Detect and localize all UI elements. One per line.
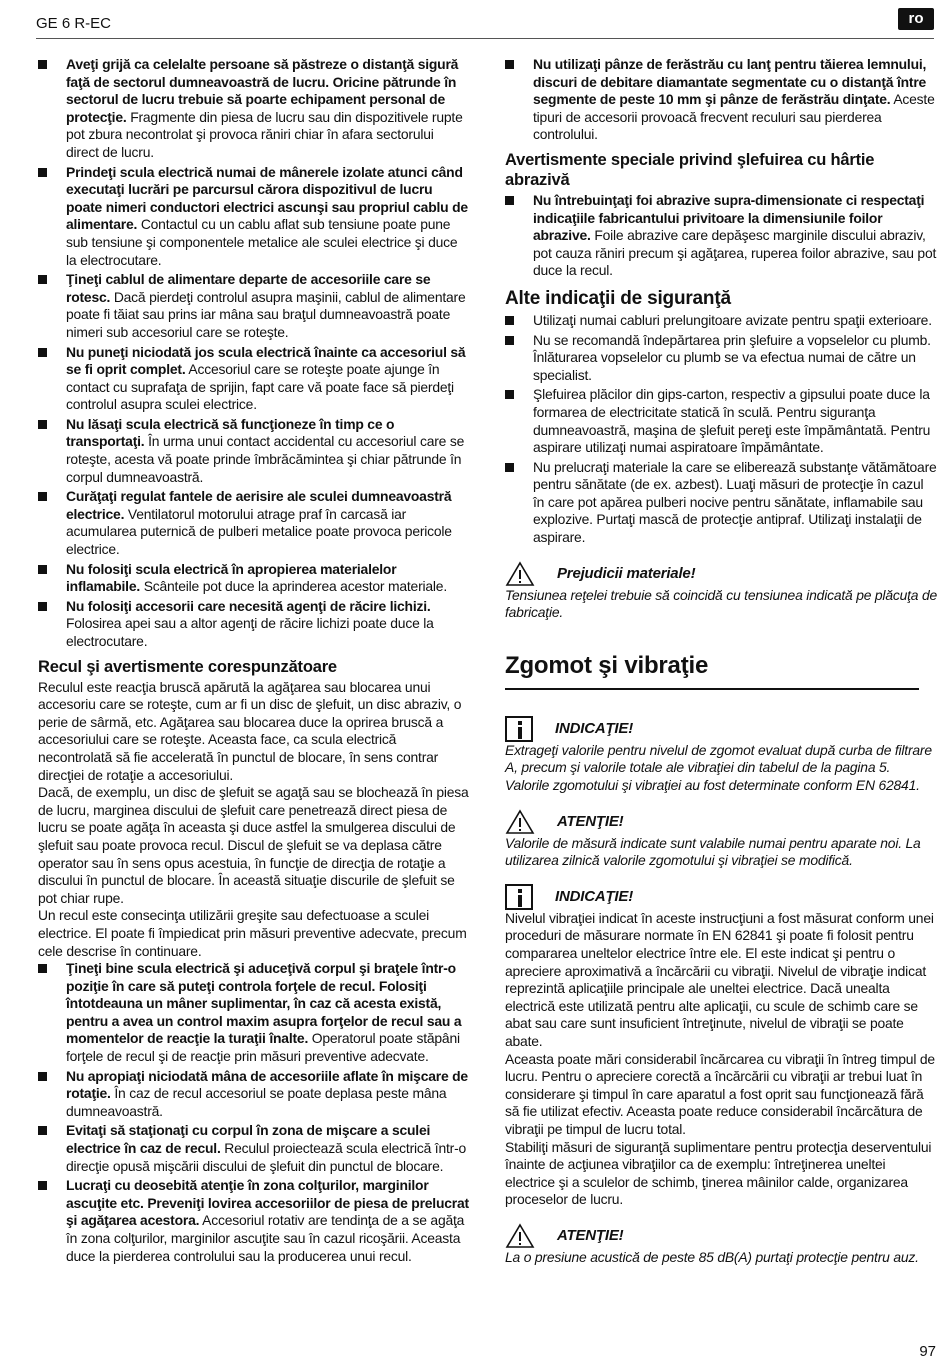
list-item: Nu folosiţi scula electrică în apropierea materialelor inflamabile. Scânteile pot duce la aprinderea acestor materiale. bbox=[38, 561, 470, 596]
language-badge: ro bbox=[898, 8, 934, 30]
info-icon bbox=[505, 716, 533, 742]
bullet-icon bbox=[38, 565, 47, 574]
paragraph: Dacă, de exemplu, un disc de şlefuit se agaţă sau se blochează în piesa de lucru, marginea discului de şlefuit care penetrează direct piesa de lucru se poate agăţa în aceasta şi duce astfel la smulgerea discului de şlefuit sau poate provoca recul. Discul de şlefuit se va deplasa către operator sau în sens opus acestuia, în funcţie de direcţia de rotaţie a discului în punctul de blocare. În această situaţie discurile de şlefuit se pot chiar rupe. bbox=[38, 784, 469, 906]
warning-triangle-icon bbox=[505, 1223, 535, 1249]
bullet-icon bbox=[505, 336, 514, 345]
safety-bullets-1 bbox=[38, 56, 470, 651]
caution-text: Valorile de măsură indicate sunt valabile numai pentru aparate noi. La utilizarea zilnică valorile zgomotului şi vibraţiei se modifică. bbox=[505, 834, 921, 869]
damage-notice-label: Prejudicii materiale! bbox=[557, 564, 696, 582]
paragraph: Aceasta poate mări considerabil încărcarea cu vibraţii în întreg timpul de lucru. Pentru o apreciere corectă a încărcării cu vibraţii ar trebui luat în considerare şi timpul în care aparatul a fost oprit sau funcţionează fără să fie utilizat efectiv. Aceasta poate reduce considerabil încărcătura de vibraţii pe timpul de lucru total. bbox=[505, 1050, 935, 1137]
right-column bbox=[505, 56, 937, 1267]
info-note-label: INDICAŢIE! bbox=[555, 888, 633, 906]
list-item: Nu utilizaţi pânze de ferăstrău cu lanţ pentru tăierea lemnului, discuri de debitare diamantate segmentate cu o distanţă între segmente de peste 10 mm şi pânze de ferăstrău dinţate. Aceste tipuri de accesorii provoacă frecvent reculuri sau pierderea controlului. bbox=[505, 56, 937, 144]
damage-notice-header bbox=[505, 561, 937, 587]
bullet-icon bbox=[505, 463, 514, 472]
caution-1-header bbox=[505, 809, 937, 835]
info-note-2-header bbox=[505, 884, 937, 910]
list-item: Nu puneţi niciodată jos scula electrică înainte ca accesoriul să se fi oprit complet. Accesoriul care se roteşte poate ajunge în contact cu suprafaţa de sprijin, fapt care vă poate face să pierdeţi controlul asupra sculei electrice. bbox=[38, 344, 470, 414]
list-item: Curăţaţi regulat fantele de aerisire ale sculei dumneavoastră electrice. Ventilatorul motorului atrage praf în carcasă iar acumularea puternică de pulberi metalice poate provoca pericole electrice. bbox=[38, 488, 470, 558]
list-item: Nu prelucraţi materiale la care se eliberează substanţe vătămătoare pentru sănătate (de ex. azbest). Luaţi măsuri de protecţie în cazul în care pot apărea pulberi nocive pentru sănătate, inflamabile sau explozive. Purtaţi mască de protecţie antipraf. Utilizaţi instalaţii de aspirare. bbox=[505, 459, 937, 547]
section-title-sanding: Avertismente speciale privind şlefuirea cu hârtie abrazivă bbox=[505, 150, 875, 189]
list-item: Ţineţi bine scula electrică şi aduceţivă corpul şi braţele într-o poziţie în care să puteţi controla forţele de recul. Folosiţi întotdeauna un mâner suplimentar, în caz că acesta există, pentru a avea un control maxim asupra forţelor de recul sau a momentelor de reacţie la turaţii înalte. Operatorul poate stăpâni forţele de recul şi de reacţie prin măsuri preventive adecvate. bbox=[38, 960, 470, 1066]
list-item: Ţineţi cablul de alimentare departe de accesoriile care se rotesc. Dacă pierdeţi controlul asupra maşinii, cablul de alimentare poate fi tăiat sau prins iar mâna sau braţul dumneavoastră poate nimeri sub accesoriul care se roteşte. bbox=[38, 271, 470, 341]
list-item: Prindeţi scula electrică numai de mânerele izolate atunci când executaţi lucrări pe parcursul cărora dispozitivul de lucru poate nimeri conductori electrici ascunşi sau propriul cablu de alimentare. Contactul cu un cablu aflat sub tensiune poate pune sub tensiune şi componentele metalice ale sculei electrice şi duce la electrocutare. bbox=[38, 164, 470, 270]
list-item: Aveţi grijă ca celelalte persoane să păstreze o distanţă sigură faţă de sectorul dumneavoastră de lucru. Oricine pătrunde în sectorul de lucru trebuie să poarte echipament personal de protecţie. Fragmente din piesa de lucru sau din dispozitivele rupte pot zbura necontrolat şi provoca răniri chiar în afara sectorului direct de lucru. bbox=[38, 56, 470, 162]
list-item: Nu lăsaţi scula electrică să funcţioneze în timp ce o transportaţi. În urma unui contact accidental cu accesoriul care se roteşte, acesta vă poate prinde îmbrăcămintea şi chiar pătrunde în corpul dumneavoastră. bbox=[38, 416, 470, 486]
document-model: GE 6 R-EC bbox=[36, 15, 112, 32]
caution-label: ATENŢIE! bbox=[557, 1227, 624, 1245]
caution-2-header bbox=[505, 1223, 937, 1249]
bullet-icon bbox=[38, 1181, 47, 1190]
bullet-icon bbox=[38, 168, 47, 177]
damage-notice-text: Tensiunea reţelei trebuie să coincidă cu tensiunea indicată pe plăcuţa de fabricaţie. bbox=[505, 586, 938, 621]
bullet-icon bbox=[505, 60, 514, 69]
caution-label: ATENŢIE! bbox=[557, 812, 624, 830]
bullet-icon bbox=[505, 196, 514, 205]
info-note-1-header bbox=[505, 716, 937, 742]
bullet-icon bbox=[38, 1072, 47, 1081]
info-icon bbox=[505, 884, 533, 910]
list-item: Lucraţi cu deosebită atenţie în zona colţurilor, marginilor ascuţite etc. Preveniţi lovirea accesoriilor de piesa de prelucrat şi agăţarea acestora. Accesoriul rotativ are tendinţa de a se agăţa în zona colţurilor, marginilor ascuţite sau în cazul ricoşării. Aceasta duce la pierderea controlului sau la producerea unui recul. bbox=[38, 1177, 470, 1265]
page-number: 97 bbox=[919, 1343, 936, 1360]
info-note-text: Valorile zgomotului şi vibraţiei au fost determinate conform EN 62841. bbox=[505, 777, 920, 794]
bullet-icon bbox=[38, 964, 47, 973]
list-item: Nu apropiaţi niciodată mâna de accesoriile aflate în mişcare de rotaţie. În caz de recul accesoriul se poate deplasa peste mâna dumneavoastră. bbox=[38, 1068, 470, 1121]
bullet-icon bbox=[505, 316, 514, 325]
bullet-icon bbox=[38, 602, 47, 611]
left-column bbox=[38, 56, 470, 1267]
bullet-icon bbox=[38, 1126, 47, 1135]
bullet-icon bbox=[38, 275, 47, 284]
safety-bullets-2 bbox=[38, 960, 470, 1265]
paragraph: Un recul este consecinţa utilizării greşite sau defectuoase a sculei electrice. El poate fi împiedicat prin măsuri preventive adecvate, precum cele descrise în continuare. bbox=[38, 907, 467, 959]
warning-triangle-icon bbox=[505, 561, 535, 587]
section-title-other-safety: Alte indicaţii de siguranţă bbox=[505, 287, 731, 309]
paragraph: Nivelul vibraţiei indicat în aceste instrucţiuni a fost măsurat conform unei proceduri de măsurare normate în EN 62841 şi poate fi folosit pentru compararea uneltelor electrice între ele. El este indicat şi pentru o apreciere aproximativă a încărcării cu vibraţii. Nivelul de vibraţie indicat reprezintă aplicaţiile principale ale uneltei electrice. Dacă unealta electrică este utilizată pentru alte aplicaţii, cu scule de schimb care se abat sau care sunt insuficient întreţinute, nivelul de vibraţii se poate abate. bbox=[505, 909, 934, 1049]
warning-triangle-icon bbox=[505, 809, 535, 835]
list-item: Evitaţi să staţionaţi cu corpul în zona de mişcare a sculei electrice în caz de recul. Reculul proiectează scula electrică într-o direcţie opusă mişcării discului de şlefuit din punctul de blocare. bbox=[38, 1122, 470, 1175]
list-item: Nu folosiţi accesorii care necesită agenţi de răcire lichizi. Folosirea apei sau a altor agenţi de răcire lichizi poate duce la electrocutare. bbox=[38, 598, 470, 651]
caution-text: La o presiune acustică de peste 85 dB(A) purtaţi protecţie pentru auz. bbox=[505, 1248, 919, 1265]
bullet-icon bbox=[38, 420, 47, 429]
list-item: Nu se recomandă îndepărtarea prin şlefuire a vopselelor cu plumb. Înlăturarea vopselelor cu plumb se va efectua numai de către un specialist. bbox=[505, 332, 937, 385]
section-title-noise: Zgomot şi vibraţie bbox=[505, 652, 919, 690]
section-title-recul: Recul şi avertismente corespunzătoare bbox=[38, 657, 337, 676]
list-item: Utilizaţi numai cabluri prelungitoare avizate pentru spaţii exterioare. bbox=[505, 312, 937, 330]
header-divider bbox=[36, 38, 934, 39]
list-item: Nu întrebuinţaţi foi abrazive supra-dimensionate ci respectaţi indicaţiile fabricantului privitoare la dimensiunile foilor abrazive. Foile abrazive care depăşesc marginile discului abraziv, pot cauza răniri precum şi agăţarea, ruperea foilor abrazive, sau pot duce la recul. bbox=[505, 192, 937, 280]
bullet-icon bbox=[38, 348, 47, 357]
paragraph: Reculul este reacţia bruscă apărută la agăţarea sau blocarea unui accesoriu care se roteşte, cum ar fi un disc de şlefuit, un disc abraziv, o perie de sârmă, etc. Agăţarea sau blocarea duce la oprirea bruscă a accesoriului care se roteşte. Aceasta face, ca scula electrică necontrolată să fie accelerată în punctul de blocare, în sens contrar direcţiei de rotaţie a accesoriului. bbox=[38, 678, 462, 783]
info-note-text: Extrageţi valorile pentru nivelul de zgomot evaluat după curba de filtrare A, precum şi valorile totale ale vibraţiei din tabelul de la pagina 5. bbox=[505, 741, 932, 776]
bullet-icon bbox=[38, 60, 47, 69]
bullet-icon bbox=[38, 492, 47, 501]
info-note-label: INDICAŢIE! bbox=[555, 720, 633, 738]
list-item: Şlefuirea plăcilor din gips-carton, respectiv a gipsului poate duce la formarea de electricitate statică în sculă. Pentru siguranţa dumneavoastră, maşina de şlefuit pereţi este împământată. Pentru aspirare utilizaţi numai aspiratoare împământate. bbox=[505, 386, 937, 456]
bullet-icon bbox=[505, 390, 514, 399]
paragraph: Stabiliţi măsuri de siguranţă suplimentare pentru protecţia deserventului înainte de acţiunea vibraţiilor ca de exemplu: întreţinerea uneltei electrice şi a sculelor de schimb, ţinerea mâinilor calde, organizarea proceselor de lucru. bbox=[505, 1138, 932, 1208]
